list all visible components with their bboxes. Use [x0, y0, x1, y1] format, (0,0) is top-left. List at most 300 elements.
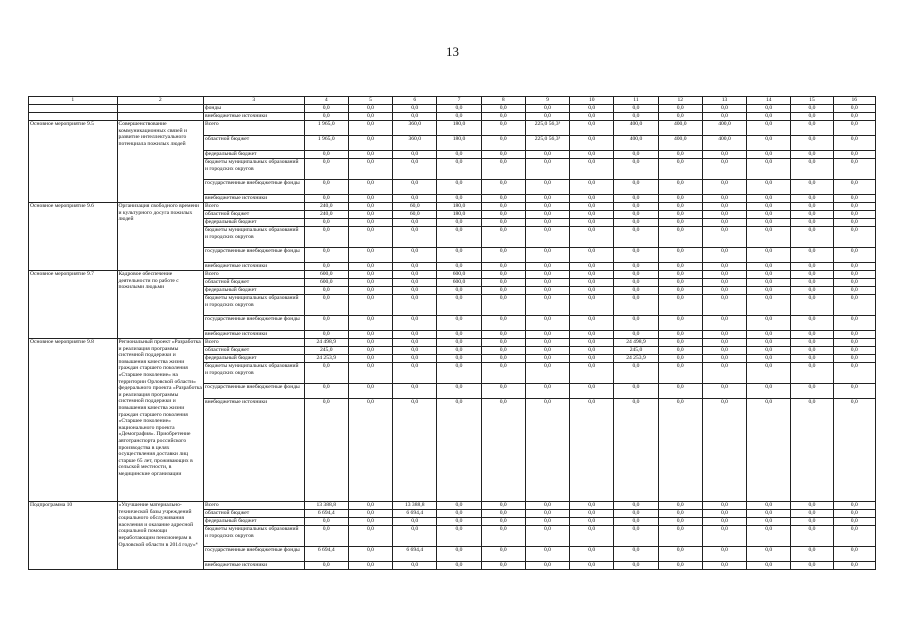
- value-cell: 0,0: [702, 547, 746, 562]
- value-cell: 0,0: [658, 203, 702, 211]
- value-cell: 0,0: [614, 518, 658, 526]
- value-cell: 0,0: [702, 316, 746, 331]
- value-cell: 0,0: [702, 195, 746, 203]
- value-cell: 0,0: [747, 279, 791, 287]
- value-cell: 13 388,8: [393, 502, 437, 510]
- value-cell: 0,0: [570, 113, 614, 121]
- value-cell: 0,0: [525, 316, 569, 331]
- value-cell: 0,0: [614, 219, 658, 227]
- value-cell: 0,0: [481, 151, 525, 159]
- funding-source: Всего: [204, 271, 305, 279]
- value-cell: 0,0: [702, 248, 746, 263]
- value-cell: 0,0: [393, 331, 437, 339]
- value-cell: 0,0: [304, 227, 348, 248]
- value-cell: 0,0: [791, 105, 833, 113]
- value-cell: 0,0: [614, 159, 658, 180]
- value-cell: 0,0: [833, 159, 875, 180]
- value-cell: 0,0: [747, 316, 791, 331]
- value-cell: 0,0: [437, 562, 481, 570]
- value-cell: 0,0: [570, 279, 614, 287]
- value-cell: 0,0: [791, 195, 833, 203]
- value-cell: 0,0: [348, 263, 392, 271]
- value-cell: 0,0: [304, 526, 348, 547]
- value-cell: 0,0: [393, 159, 437, 180]
- value-cell: 0,0: [658, 339, 702, 347]
- value-cell: 0,0: [437, 227, 481, 248]
- value-cell: 0,0: [658, 331, 702, 339]
- value-cell: 0,0: [525, 287, 569, 295]
- column-number: 10: [570, 97, 614, 105]
- value-cell: 0,0: [702, 180, 746, 195]
- value-cell: 0,0: [791, 180, 833, 195]
- value-cell: 0,0: [658, 105, 702, 113]
- measure-name: Совершенствование коммуникационных связей и развитие интеллектуального потенциала пожилых людей: [117, 121, 204, 203]
- value-cell: 0,0: [658, 547, 702, 562]
- value-cell: 0,0: [304, 399, 348, 502]
- value-cell: 6 694,4: [304, 510, 348, 518]
- value-cell: 0,0: [833, 347, 875, 355]
- value-cell: 0,0: [614, 248, 658, 263]
- value-cell: 0,0: [570, 227, 614, 248]
- value-cell: 0,0: [570, 399, 614, 502]
- funding-source: внебюджетные источники: [204, 331, 305, 339]
- table-row: [29, 502, 876, 510]
- value-cell: 0,0: [348, 151, 392, 159]
- value-cell: 24 498,9: [614, 339, 658, 347]
- value-cell: 225,0 56,3³: [525, 121, 569, 136]
- value-cell: 0,0: [658, 113, 702, 121]
- value-cell: 0,0: [702, 347, 746, 355]
- value-cell: 0,0: [348, 562, 392, 570]
- value-cell: 0,0: [525, 203, 569, 211]
- value-cell: 0,0: [570, 339, 614, 347]
- value-cell: 0,0: [570, 195, 614, 203]
- value-cell: 0,0: [570, 248, 614, 263]
- value-cell: 0,0: [747, 121, 791, 136]
- value-cell: 0,0: [304, 195, 348, 203]
- funding-source: федеральный бюджет: [204, 219, 305, 227]
- value-cell: 60,0: [393, 203, 437, 211]
- funding-source: фонды: [204, 105, 305, 113]
- value-cell: 0,0: [348, 203, 392, 211]
- value-cell: 0,0: [525, 227, 569, 248]
- value-cell: 0,0: [658, 399, 702, 502]
- value-cell: 0,0: [833, 195, 875, 203]
- value-cell: 0,0: [833, 113, 875, 121]
- column-number: 1: [29, 97, 118, 105]
- value-cell: 0,0: [481, 227, 525, 248]
- value-cell: 0,0: [833, 219, 875, 227]
- value-cell: 0,0: [702, 263, 746, 271]
- value-cell: 0,0: [791, 203, 833, 211]
- value-cell: 0,0: [481, 502, 525, 510]
- value-cell: 0,0: [437, 347, 481, 355]
- value-cell: 0,0: [570, 287, 614, 295]
- value-cell: 0,0: [614, 211, 658, 219]
- value-cell: 0,0: [747, 510, 791, 518]
- value-cell: 0,0: [791, 562, 833, 570]
- value-cell: 0,0: [747, 180, 791, 195]
- value-cell: 180,0: [437, 136, 481, 151]
- value-cell: 60,0: [393, 211, 437, 219]
- funding-source: областной бюджет: [204, 510, 305, 518]
- value-cell: 0,0: [833, 316, 875, 331]
- value-cell: 0,0: [570, 331, 614, 339]
- value-cell: 24 253,9: [304, 355, 348, 363]
- value-cell: 0,0: [304, 263, 348, 271]
- value-cell: 0,0: [833, 399, 875, 502]
- column-number: 12: [658, 97, 702, 105]
- value-cell: 0,0: [747, 248, 791, 263]
- funding-source: областной бюджет: [204, 211, 305, 219]
- value-cell: 0,0: [614, 510, 658, 518]
- value-cell: 0,0: [393, 363, 437, 384]
- value-cell: 0,0: [481, 384, 525, 399]
- value-cell: 0,0: [614, 562, 658, 570]
- value-cell: 0,0: [791, 151, 833, 159]
- value-cell: 0,0: [747, 227, 791, 248]
- empty-cell: [29, 113, 118, 121]
- measure-name: Организация свободного времени и культурного досуга пожилых людей: [117, 203, 204, 271]
- value-cell: 0,0: [348, 271, 392, 279]
- measure-name: «Улучшение материально-технической базы учреждений социального обслуживания населения и оказание адресной социальной помощи неработающим пенсионерам в Орловской области в 2014 году»⁴: [117, 502, 204, 570]
- value-cell: 400,0: [614, 121, 658, 136]
- value-cell: 0,0: [658, 526, 702, 547]
- column-number: 5: [348, 97, 392, 105]
- value-cell: 0,0: [791, 355, 833, 363]
- value-cell: 0,0: [570, 562, 614, 570]
- value-cell: 0,0: [702, 518, 746, 526]
- column-number: 9: [525, 97, 569, 105]
- value-cell: 0,0: [393, 295, 437, 316]
- value-cell: 0,0: [525, 547, 569, 562]
- value-cell: 0,0: [481, 331, 525, 339]
- value-cell: 0,0: [570, 159, 614, 180]
- value-cell: 0,0: [525, 339, 569, 347]
- value-cell: 0,0: [481, 195, 525, 203]
- value-cell: 0,0: [481, 180, 525, 195]
- value-cell: 0,0: [570, 316, 614, 331]
- value-cell: 0,0: [437, 219, 481, 227]
- value-cell: 0,0: [702, 355, 746, 363]
- value-cell: 400,0: [658, 121, 702, 136]
- value-cell: 0,0: [833, 151, 875, 159]
- value-cell: 0,0: [702, 287, 746, 295]
- value-cell: 0,0: [481, 271, 525, 279]
- value-cell: 0,0: [481, 518, 525, 526]
- value-cell: 0,0: [304, 287, 348, 295]
- funding-source: государственные внебюджетные фонды: [204, 547, 305, 562]
- value-cell: 0,0: [437, 399, 481, 502]
- funding-source: федеральный бюджет: [204, 151, 305, 159]
- value-cell: 0,0: [481, 136, 525, 151]
- funding-source: бюджеты муниципальных образований и городских округов: [204, 526, 305, 547]
- value-cell: 0,0: [348, 287, 392, 295]
- value-cell: 0,0: [570, 271, 614, 279]
- value-cell: 0,0: [437, 287, 481, 295]
- value-cell: 0,0: [393, 562, 437, 570]
- value-cell: 245,0: [614, 347, 658, 355]
- value-cell: 0,0: [304, 363, 348, 384]
- value-cell: 0,0: [702, 271, 746, 279]
- header-row: [29, 97, 876, 105]
- value-cell: 0,0: [570, 151, 614, 159]
- value-cell: 0,0: [614, 271, 658, 279]
- value-cell: 0,0: [791, 113, 833, 121]
- value-cell: 0,0: [702, 105, 746, 113]
- value-cell: 0,0: [437, 316, 481, 331]
- table-row: [29, 203, 876, 211]
- value-cell: 0,0: [702, 502, 746, 510]
- value-cell: 0,0: [747, 399, 791, 502]
- value-cell: 0,0: [614, 151, 658, 159]
- value-cell: 24 253,9: [614, 355, 658, 363]
- funding-source: внебюджетные источники: [204, 195, 305, 203]
- funding-source: Всего: [204, 339, 305, 347]
- funding-source: областной бюджет: [204, 136, 305, 151]
- measure-code: Основное мероприятие 9.5: [29, 121, 118, 203]
- value-cell: 0,0: [437, 547, 481, 562]
- value-cell: 0,0: [393, 347, 437, 355]
- column-number: 16: [833, 97, 875, 105]
- value-cell: 0,0: [791, 502, 833, 510]
- value-cell: 0,0: [570, 510, 614, 518]
- value-cell: 0,0: [658, 211, 702, 219]
- value-cell: 0,0: [833, 211, 875, 219]
- value-cell: 0,0: [833, 331, 875, 339]
- value-cell: 0,0: [570, 355, 614, 363]
- value-cell: 400,0: [658, 136, 702, 151]
- value-cell: 0,0: [525, 279, 569, 287]
- value-cell: 0,0: [791, 316, 833, 331]
- value-cell: 13 388,8: [304, 502, 348, 510]
- value-cell: 0,0: [481, 399, 525, 502]
- value-cell: 0,0: [348, 547, 392, 562]
- value-cell: 400,0: [702, 121, 746, 136]
- value-cell: 0,0: [614, 263, 658, 271]
- value-cell: 0,0: [614, 279, 658, 287]
- value-cell: 0,0: [525, 211, 569, 219]
- column-number: 2: [117, 97, 204, 105]
- value-cell: 0,0: [747, 295, 791, 316]
- value-cell: 0,0: [658, 180, 702, 195]
- value-cell: 0,0: [658, 219, 702, 227]
- value-cell: 0,0: [833, 547, 875, 562]
- value-cell: 0,0: [304, 384, 348, 399]
- value-cell: 0,0: [481, 203, 525, 211]
- value-cell: 0,0: [702, 331, 746, 339]
- budget-table-container: [28, 96, 876, 570]
- value-cell: 0,0: [702, 526, 746, 547]
- value-cell: 0,0: [437, 180, 481, 195]
- value-cell: 0,0: [791, 279, 833, 287]
- value-cell: 0,0: [570, 263, 614, 271]
- measure-code: Основное мероприятие 9.8: [29, 339, 118, 502]
- value-cell: 400,0: [614, 136, 658, 151]
- value-cell: 0,0: [570, 211, 614, 219]
- value-cell: 0,0: [481, 347, 525, 355]
- value-cell: 0,0: [570, 295, 614, 316]
- value-cell: 0,0: [658, 363, 702, 384]
- value-cell: 0,0: [747, 287, 791, 295]
- value-cell: 0,0: [658, 295, 702, 316]
- value-cell: 0,0: [747, 363, 791, 384]
- value-cell: 0,0: [747, 502, 791, 510]
- column-number: 13: [702, 97, 746, 105]
- value-cell: 0,0: [525, 363, 569, 384]
- value-cell: 0,0: [658, 195, 702, 203]
- empty-cell: [29, 105, 118, 113]
- value-cell: 0,0: [747, 271, 791, 279]
- funding-source: федеральный бюджет: [204, 287, 305, 295]
- value-cell: 0,0: [791, 363, 833, 384]
- value-cell: 0,0: [833, 121, 875, 136]
- column-number: 14: [747, 97, 791, 105]
- value-cell: 0,0: [481, 510, 525, 518]
- value-cell: 0,0: [833, 526, 875, 547]
- value-cell: 0,0: [747, 211, 791, 219]
- value-cell: 0,0: [525, 248, 569, 263]
- funding-source: областной бюджет: [204, 347, 305, 355]
- value-cell: 0,0: [747, 547, 791, 562]
- value-cell: 0,0: [833, 502, 875, 510]
- column-number: 3: [204, 97, 305, 105]
- value-cell: 0,0: [833, 279, 875, 287]
- value-cell: 0,0: [658, 287, 702, 295]
- value-cell: 0,0: [525, 159, 569, 180]
- value-cell: 0,0: [525, 399, 569, 502]
- value-cell: 360,0: [393, 121, 437, 136]
- value-cell: 0,0: [348, 502, 392, 510]
- value-cell: 0,0: [393, 113, 437, 121]
- value-cell: 0,0: [525, 355, 569, 363]
- value-cell: 600,0: [304, 271, 348, 279]
- value-cell: 0,0: [348, 518, 392, 526]
- column-number: 4: [304, 97, 348, 105]
- value-cell: 0,0: [437, 331, 481, 339]
- value-cell: 0,0: [393, 399, 437, 502]
- value-cell: 0,0: [348, 347, 392, 355]
- value-cell: 0,0: [481, 547, 525, 562]
- value-cell: 0,0: [393, 316, 437, 331]
- value-cell: 0,0: [348, 295, 392, 316]
- funding-source: Всего: [204, 203, 305, 211]
- value-cell: 0,0: [393, 248, 437, 263]
- value-cell: 0,0: [833, 510, 875, 518]
- value-cell: 0,0: [570, 347, 614, 355]
- value-cell: 0,0: [570, 121, 614, 136]
- value-cell: 0,0: [437, 295, 481, 316]
- value-cell: 0,0: [702, 562, 746, 570]
- value-cell: 0,0: [304, 316, 348, 331]
- value-cell: 0,0: [702, 219, 746, 227]
- value-cell: 0,0: [614, 331, 658, 339]
- value-cell: 0,0: [525, 518, 569, 526]
- value-cell: 24 498,9: [304, 339, 348, 347]
- value-cell: 0,0: [702, 363, 746, 384]
- value-cell: 0,0: [658, 248, 702, 263]
- value-cell: 0,0: [658, 502, 702, 510]
- value-cell: 0,0: [614, 316, 658, 331]
- value-cell: 0,0: [791, 136, 833, 151]
- value-cell: 0,0: [525, 526, 569, 547]
- value-cell: 0,0: [348, 121, 392, 136]
- value-cell: 0,0: [570, 203, 614, 211]
- table-row: [29, 271, 876, 279]
- value-cell: 0,0: [614, 203, 658, 211]
- value-cell: 0,0: [393, 263, 437, 271]
- value-cell: 180,0: [437, 121, 481, 136]
- value-cell: 0,0: [658, 384, 702, 399]
- value-cell: 0,0: [348, 399, 392, 502]
- value-cell: 0,0: [747, 203, 791, 211]
- value-cell: 0,0: [348, 211, 392, 219]
- value-cell: 0,0: [833, 562, 875, 570]
- column-number: 8: [481, 97, 525, 105]
- funding-source: внебюджетные источники: [204, 263, 305, 271]
- value-cell: 0,0: [348, 339, 392, 347]
- value-cell: 0,0: [348, 195, 392, 203]
- value-cell: 0,0: [658, 227, 702, 248]
- value-cell: 0,0: [525, 384, 569, 399]
- value-cell: 0,0: [437, 113, 481, 121]
- value-cell: 0,0: [437, 518, 481, 526]
- value-cell: 0,0: [525, 180, 569, 195]
- value-cell: 0,0: [747, 355, 791, 363]
- value-cell: 0,0: [348, 113, 392, 121]
- value-cell: 0,0: [481, 363, 525, 384]
- funding-source: государственные внебюджетные фонды: [204, 180, 305, 195]
- value-cell: 0,0: [747, 136, 791, 151]
- value-cell: 0,0: [614, 287, 658, 295]
- value-cell: 0,0: [525, 195, 569, 203]
- value-cell: 0,0: [437, 159, 481, 180]
- value-cell: 0,0: [525, 113, 569, 121]
- value-cell: 600,0: [304, 279, 348, 287]
- value-cell: 0,0: [791, 248, 833, 263]
- page-number: 13: [446, 44, 459, 59]
- value-cell: 245,0: [304, 347, 348, 355]
- value-cell: 6 694,4: [393, 510, 437, 518]
- value-cell: 0,0: [570, 547, 614, 562]
- value-cell: 225,0 56,3³: [525, 136, 569, 151]
- value-cell: 0,0: [658, 562, 702, 570]
- value-cell: 0,0: [791, 211, 833, 219]
- value-cell: 180,0: [437, 203, 481, 211]
- value-cell: 0,0: [437, 263, 481, 271]
- value-cell: 0,0: [481, 105, 525, 113]
- value-cell: 0,0: [304, 180, 348, 195]
- value-cell: 0,0: [614, 526, 658, 547]
- value-cell: 0,0: [747, 518, 791, 526]
- value-cell: 0,0: [393, 105, 437, 113]
- value-cell: 0,0: [747, 105, 791, 113]
- value-cell: 0,0: [791, 263, 833, 271]
- value-cell: 360,0: [393, 136, 437, 151]
- value-cell: 0,0: [393, 355, 437, 363]
- value-cell: 0,0: [833, 287, 875, 295]
- value-cell: 0,0: [791, 339, 833, 347]
- funding-source: Всего: [204, 121, 305, 136]
- value-cell: 240,0: [304, 211, 348, 219]
- value-cell: 0,0: [791, 121, 833, 136]
- value-cell: 0,0: [481, 287, 525, 295]
- value-cell: 0,0: [437, 151, 481, 159]
- value-cell: 0,0: [791, 526, 833, 547]
- value-cell: 0,0: [791, 219, 833, 227]
- value-cell: 0,0: [747, 526, 791, 547]
- value-cell: 6 694,4: [304, 547, 348, 562]
